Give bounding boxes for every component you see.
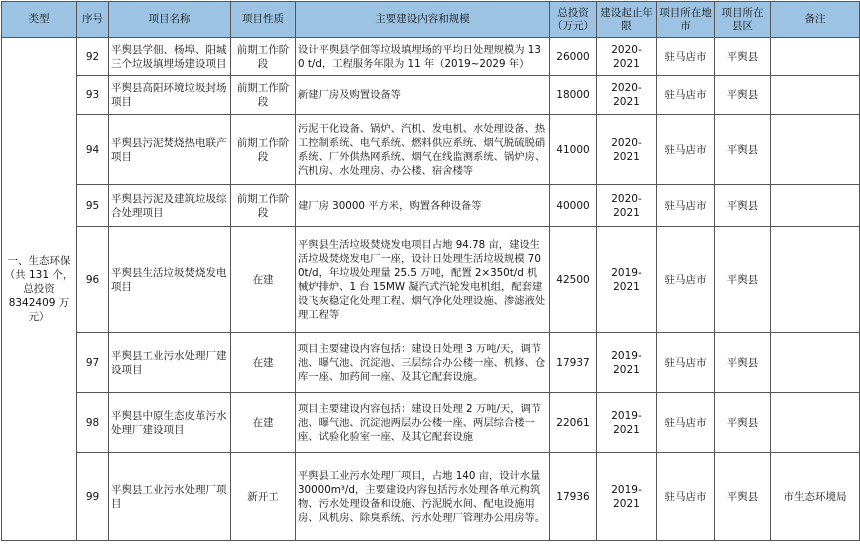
investment-cell: 42500 (550, 227, 597, 333)
county-cell: 平舆县 (715, 333, 771, 393)
county-cell: 平舆县 (715, 76, 771, 115)
city-cell: 驻马店市 (657, 76, 715, 115)
period-cell: 2019-2021 (597, 453, 657, 541)
nature-cell: 前期工作阶段 (231, 76, 296, 115)
period-cell: 2020-2021 (597, 115, 657, 185)
city-cell: 驻马店市 (657, 38, 715, 76)
nature-cell: 前期工作阶段 (231, 38, 296, 76)
investment-cell: 17937 (550, 333, 597, 393)
header-name: 项目名称 (109, 2, 231, 38)
header-row (2, 2, 860, 38)
nature-cell: 在建 (231, 333, 296, 393)
county-cell: 平舆县 (715, 393, 771, 453)
scope-cell: 新建厂房及购置设备等 (296, 76, 550, 115)
header-category: 类型 (2, 2, 77, 38)
city-cell: 驻马店市 (657, 227, 715, 333)
name-cell: 平舆县工业污水处理厂建设项目 (109, 333, 231, 393)
name-cell: 平舆县工业污水处理厂项目 (109, 453, 231, 541)
period-cell: 2020-2021 (597, 38, 657, 76)
nature-cell: 在建 (231, 227, 296, 333)
nature-cell: 在建 (231, 393, 296, 453)
seq-cell: 95 (77, 185, 109, 227)
header-nature: 项目性质 (231, 2, 296, 38)
table-row (2, 333, 860, 393)
seq-cell: 93 (77, 76, 109, 115)
remark-cell: 市生态环境局 (771, 453, 860, 541)
remark-cell (771, 38, 860, 76)
investment-cell: 40000 (550, 185, 597, 227)
header-investment: 总投资（万元） (550, 2, 597, 38)
county-cell: 平舆县 (715, 185, 771, 227)
project-table (1, 1, 860, 541)
table-row (2, 453, 860, 541)
remark-cell (771, 393, 860, 453)
table-row (2, 38, 860, 76)
remark-cell (771, 227, 860, 333)
scope-cell: 平舆县生活垃圾焚烧发电项目占地 94.78 亩，建设生活垃圾焚烧发电厂一座，设计日处理生活垃圾规模 700t/d，年垃圾处理量 25.5 万吨，配置 2×350t/d 机械炉排炉、1 台 15MW 凝汽式汽轮发电机组，配套建设飞灰稳定化处理工程、烟气净化处理设施、渗滤液处理工程等 (296, 227, 550, 333)
category-cell: 一、生态环保（共 131 个，总投资 8342409 万元） (2, 38, 77, 541)
period-cell: 2019-2021 (597, 393, 657, 453)
remark-cell (771, 333, 860, 393)
period-cell: 2019-2021 (597, 333, 657, 393)
investment-cell: 26000 (550, 38, 597, 76)
scope-cell: 设计平舆县学佃等垃圾填埋场的平均日处理规模为 130 t/d，工程服务年限为 11 年（2019~2029 年） (296, 38, 550, 76)
header-scope: 主要建设内容和规模 (296, 2, 550, 38)
seq-cell: 92 (77, 38, 109, 76)
remark-cell (771, 185, 860, 227)
city-cell: 驻马店市 (657, 453, 715, 541)
name-cell: 平舆县生活垃圾焚烧发电项目 (109, 227, 231, 333)
seq-cell: 96 (77, 227, 109, 333)
header-seq: 序号 (77, 2, 109, 38)
county-cell: 平舆县 (715, 38, 771, 76)
name-cell: 平舆县污泥及建筑垃圾综合处理项目 (109, 185, 231, 227)
table-row (2, 115, 860, 185)
seq-cell: 97 (77, 333, 109, 393)
scope-cell: 污泥干化设备、锅炉、汽机、发电机、水处理设备、热工控制系统、电气系统、燃料供应系统、烟气脱硫脱硝系统、厂外供热网系统、烟气在线监测系统、锅炉房、汽机房、水处理房、办公楼、宿舍楼等 (296, 115, 550, 185)
seq-cell: 98 (77, 393, 109, 453)
name-cell: 平舆县高阳环境垃圾封场项目 (109, 76, 231, 115)
city-cell: 驻马店市 (657, 393, 715, 453)
nature-cell: 前期工作阶段 (231, 185, 296, 227)
county-cell: 平舆县 (715, 453, 771, 541)
county-cell: 平舆县 (715, 115, 771, 185)
header-city: 项目所在地市 (657, 2, 715, 38)
header-remark: 备注 (771, 2, 860, 38)
table-row (2, 227, 860, 333)
remark-cell (771, 76, 860, 115)
scope-cell: 建厂房 30000 平方米，购置各种设备等 (296, 185, 550, 227)
header-county: 项目所在县区 (715, 2, 771, 38)
city-cell: 驻马店市 (657, 185, 715, 227)
remark-cell (771, 115, 860, 185)
period-cell: 2020-2021 (597, 76, 657, 115)
investment-cell: 18000 (550, 76, 597, 115)
nature-cell: 前期工作阶段 (231, 115, 296, 185)
investment-cell: 17936 (550, 453, 597, 541)
county-cell: 平舆县 (715, 227, 771, 333)
nature-cell: 新开工 (231, 453, 296, 541)
table-row (2, 76, 860, 115)
city-cell: 驻马店市 (657, 115, 715, 185)
name-cell: 平舆县学佃、杨埠、阳城三个垃圾填埋场建设项目 (109, 38, 231, 76)
city-cell: 驻马店市 (657, 333, 715, 393)
name-cell: 平舆县中原生态皮革污水处理厂建设项目 (109, 393, 231, 453)
seq-cell: 94 (77, 115, 109, 185)
table-row (2, 393, 860, 453)
investment-cell: 22061 (550, 393, 597, 453)
period-cell: 2020-2021 (597, 185, 657, 227)
seq-cell: 99 (77, 453, 109, 541)
scope-cell: 平舆县工业污水处理厂项目，占地 140 亩，设计水量 30000m³/d，主要建设内容包括污水处理各单元构筑物、污水处理设备和设施、污泥脱水间、配电设施用房、风机房、除臭系统、污水处理厂管理办公用房等。 (296, 453, 550, 541)
scope-cell: 项目主要建设内容包括：建设日处理 3 万吨/天，调节池、曝气池、沉淀池、三层综合办公楼一座、机修、仓库一座、加药间一座、及其它配套设施。 (296, 333, 550, 393)
name-cell: 平舆县污泥焚烧热电联产项目 (109, 115, 231, 185)
period-cell: 2019-2021 (597, 227, 657, 333)
scope-cell: 项目主要建设内容包括：建设日处理 2 万吨/天，调节池、曝气池、沉淀池两层办公楼一座、两层综合楼一座、试验化验室一座、及其它配套设施 (296, 393, 550, 453)
investment-cell: 41000 (550, 115, 597, 185)
header-period: 建设起止年限 (597, 2, 657, 38)
table-row (2, 185, 860, 227)
